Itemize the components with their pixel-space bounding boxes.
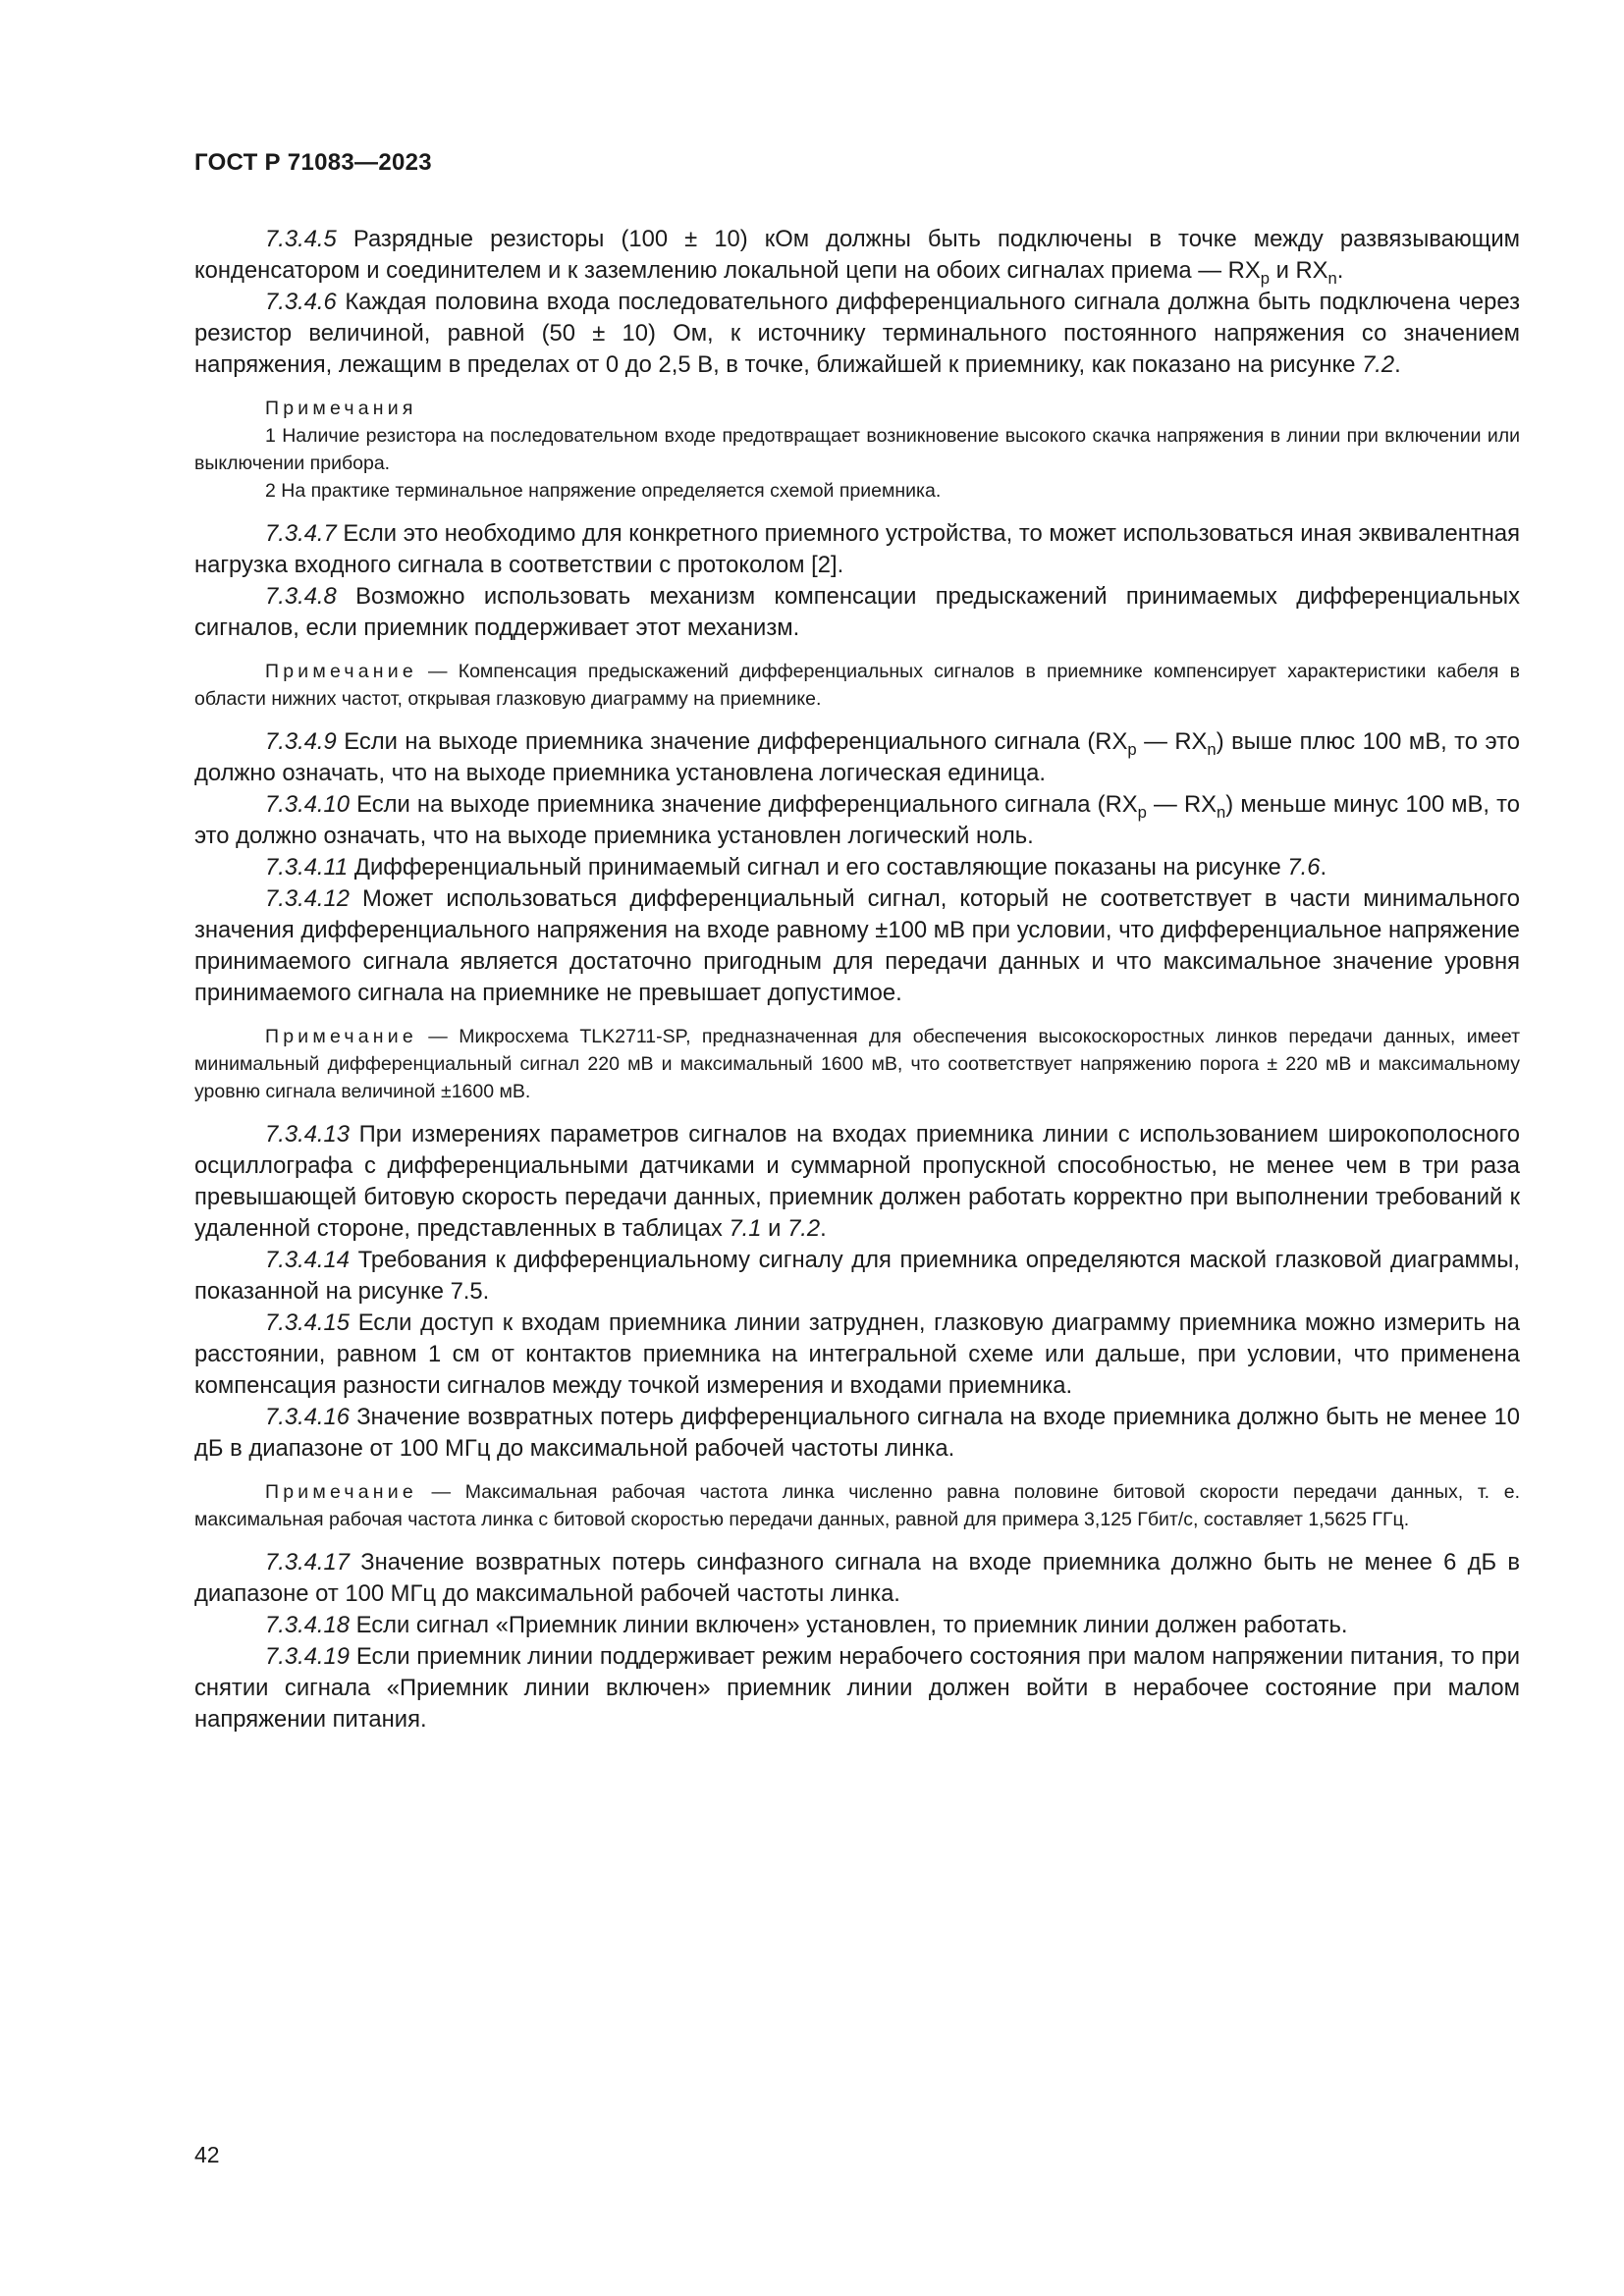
note-block (194, 1023, 1520, 1105)
note-item: 2 На практике терминальное напряжение определяется схемой приемника. (265, 480, 942, 502)
paragraph-7-3-4-17: 7.3.4.17 Значение возвратных потерь синфазного сигнала на входе приемника должно быть не менее 6 дБ в диапазоне от 100 МГц до максимальной рабочей частоты линка. (194, 1549, 1520, 1607)
paragraph-7-3-4-19: 7.3.4.19 Если приемник линии поддерживает режим нерабочего состояния при малом напряжении питания, то при снятии сигнала «Приемник линии включен» приемник линии должен войти в нерабочее состояние при малом напряжении питания. (194, 1643, 1520, 1733)
paragraph-7-3-4-5: 7.3.4.5 Разрядные резисторы (100 ± 10) кОм должны быть подключены в точке между развязывающим конденсатором и соединителем и к заземлению локальной цепи на обоих сигналах приема — $RX_p$ и $RX_n$. (194, 226, 1520, 288)
note-block (194, 658, 1520, 713)
page-number: 42 (194, 2142, 220, 2167)
clause-number: 7.3.4.8 (265, 583, 337, 610)
clause-number: 7.3.4.12 (265, 885, 351, 912)
clause-number: 7.3.4.19 (265, 1643, 351, 1670)
clause-number: 7.3.4.15 (265, 1309, 351, 1336)
paragraph-7-3-4-12: 7.3.4.12 Может использоваться дифференциальный сигнал, который не соответствует в части минимального значения дифференциального напряжения на входе равному ±100 мВ при условии, что дифференциальное напряжение принимаемого сигнала является достаточно пригодным для передачи данных и что максимальное значение уровня принимаемого сигнала на приемнике не превышает допустимое. (194, 885, 1520, 1006)
table-reference: 7.1 (729, 1215, 762, 1242)
clause-number: 7.3.4.9 (265, 728, 337, 755)
clause-number: 7.3.4.14 (265, 1247, 351, 1273)
note-label: Примечание (265, 1481, 417, 1503)
paragraph-7-3-4-13: 7.3.4.13 При измерениях параметров сигналов на входах приемника линии с использованием широкополосного осциллографа с дифференциальными датчиками и суммарной пропускной способностью, не менее чем в три раза превышающей битовую скорость передачи данных, приемник должен работать корректно при выполнении требований к удаленной стороне, представленных в таблицах 7.1 и 7.2. (194, 1121, 1520, 1242)
paragraph-7-3-4-7: 7.3.4.7 Если это необходимо для конкретного приемного устройства, то может использоваться иная эквивалентная нагрузка входного сигнала в соответствии с протоколом [2]. (194, 520, 1520, 578)
clause-number: 7.3.4.10 (265, 791, 351, 818)
note-text: Примечание — Микросхема TLK2711-SP, предназначенная для обеспечения высокоскоростных линков передачи данных, имеет минимальный дифференциальный сигнал 220 мВ и максимальный 1600 мВ, что соответствует напряжению порога ± 220 мВ и максимальному уровню сигнала величиной ±1600 мВ. (194, 1026, 1520, 1102)
paragraph-7-3-4-10: 7.3.4.10 Если на выходе приемника значение дифференциального сигнала ($RX_p$ — $RX_n$) меньше минус 100 мВ, то это должно означать, что на выходе приемника установлен логический ноль. (194, 791, 1520, 849)
clause-number: 7.3.4.18 (265, 1612, 351, 1638)
note-item: 1 Наличие резистора на последовательном входе предотвращает возникновение высокого скачка напряжения в линии при включении или выключении прибора. (194, 425, 1520, 474)
note-text: Примечание — Компенсация предыскажений дифференциальных сигналов в приемнике компенсирует характеристики кабеля в области нижних частот, открывая глазковую диаграмму на приемнике. (194, 661, 1520, 710)
document-header: ГОСТ Р 71083—2023 (194, 149, 432, 176)
paragraph-7-3-4-15: 7.3.4.15 Если доступ к входам приемника линии затруднен, глазковую диаграмму приемника можно измерить на расстоянии, равном 1 см от контактов приемника на интегральной схеме или дальше, при условии, что применена компенсация разности сигналов между точкой измерения и входами приемника. (194, 1309, 1520, 1399)
paragraph-7-3-4-11: 7.3.4.11 Дифференциальный принимаемый сигнал и его составляющие показаны на рисунке 7.6. (265, 854, 1327, 881)
paragraph-7-3-4-16: 7.3.4.16 Значение возвратных потерь дифференциального сигнала на входе приемника должно быть не менее 10 дБ в диапазоне от 100 МГц до максимальной рабочей частоты линка. (194, 1404, 1520, 1462)
figure-reference: 7.6 (1287, 854, 1321, 881)
notes-heading: Примечания (265, 398, 417, 419)
clause-number: 7.3.4.5 (265, 226, 337, 252)
paragraph-7-3-4-8: 7.3.4.8 Возможно использовать механизм компенсации предыскажений принимаемых дифференциальных сигналов, если приемник поддерживает этот механизм. (194, 583, 1520, 641)
note-text: Примечание — Максимальная рабочая частота линка численно равна половине битовой скорости передачи данных, т. е. максимальная рабочая частота линка с битовой скоростью передачи данных, равной для примера 3,125 Гбит/с, составляет 1,5625 ГГц. (194, 1481, 1520, 1530)
note-label: Примечание (265, 1026, 417, 1047)
table-reference: 7.2 (787, 1215, 821, 1242)
notes-block (194, 395, 1520, 505)
clause-number: 7.3.4.16 (265, 1404, 351, 1430)
clause-number: 7.3.4.7 (265, 520, 337, 547)
clause-number: 7.3.4.11 (265, 854, 349, 881)
note-label: Примечание (265, 661, 417, 682)
paragraph-7-3-4-18: 7.3.4.18 Если сигнал «Приемник линии включен» установлен, то приемник линии должен работать. (265, 1612, 1348, 1638)
clause-number: 7.3.4.6 (265, 289, 337, 315)
paragraph-7-3-4-14: 7.3.4.14 Требования к дифференциальному сигналу для приемника определяются маской глазковой диаграммы, показанной на рисунке 7.5. (194, 1247, 1520, 1305)
clause-number: 7.3.4.17 (265, 1549, 351, 1575)
paragraph-7-3-4-6: 7.3.4.6 Каждая половина входа последовательного дифференциального сигнала должна быть подключена через резистор величиной, равной (50 ± 10) Ом, к источнику терминального постоянного напряжения со значением напряжения, лежащим в пределах от 0 до 2,5 В, в точке, ближайшей к приемнику, как показано на рисунке 7.2. (194, 289, 1520, 378)
clause-number: 7.3.4.13 (265, 1121, 351, 1148)
document-body (194, 224, 1520, 1735)
figure-reference: 7.2 (1362, 351, 1395, 378)
paragraph-7-3-4-9: 7.3.4.9 Если на выходе приемника значение дифференциального сигнала ($RX_p$ — $RX_n$) выше плюс 100 мВ, то это должно означать, что на выходе приемника установлена логическая единица. (194, 728, 1520, 786)
note-block (194, 1478, 1520, 1533)
